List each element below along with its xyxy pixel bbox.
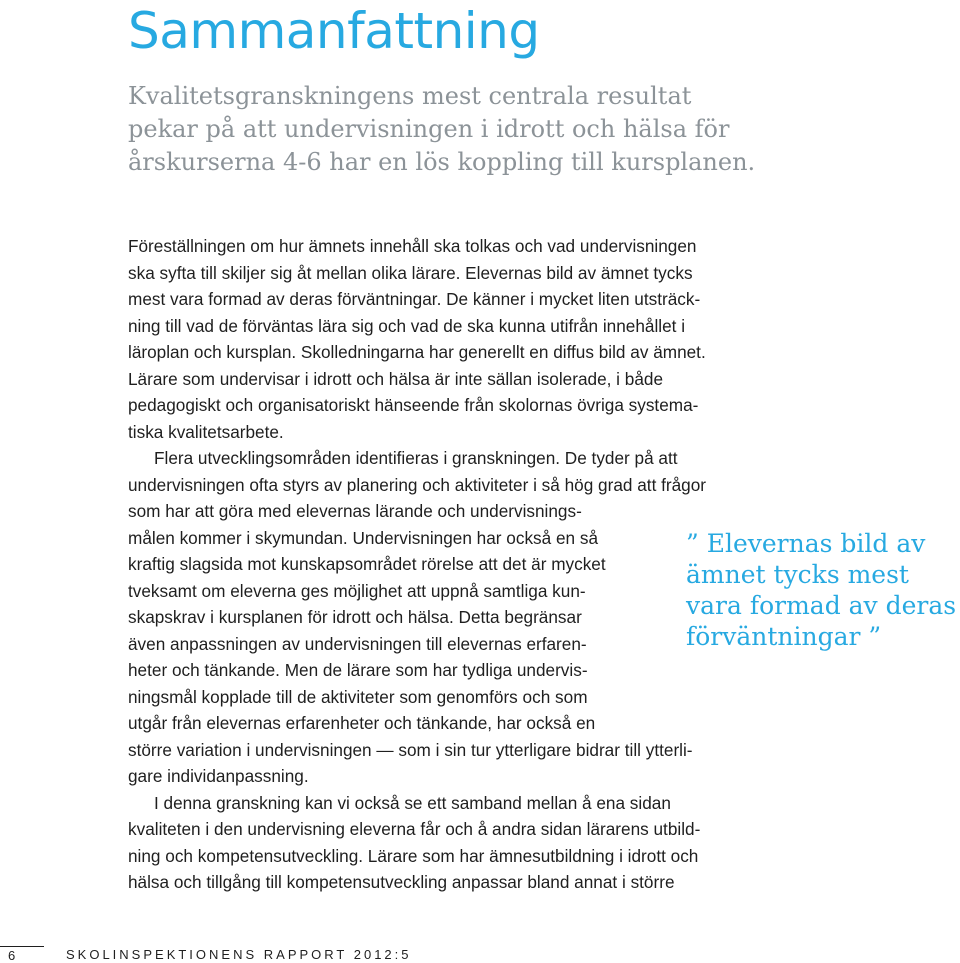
body-line: undervisningen ofta styrs av planering och aktiviteter i så hög grad att frågor	[128, 474, 707, 495]
body-line: läroplan och kursplan. Skolledningarna har generellt en diffus bild av ämnet.	[128, 342, 706, 362]
body-line: I denna granskning kan vi också se ett samband mellan å ena sidan	[154, 792, 671, 813]
lead-line: Kvalitetsgranskningens mest centrala resultat	[128, 82, 692, 110]
body-line: även anpassningen av undervisningen till elevernas erfaren-	[128, 633, 587, 654]
body-line: ning till vad de förväntas lära sig och vad de ska kunna utifrån innehållet i	[128, 315, 686, 336]
footer-divider	[0, 946, 44, 947]
pull-quote-line: ämnet tycks mest	[686, 560, 909, 589]
body-line: kraftig slagsida mot kunskapsområdet rörelse att det är mycket	[128, 554, 606, 574]
body-line: hälsa och tillgång till kompetensutveckling anpassar bland annat i större	[128, 872, 675, 892]
pull-quote-line: förväntningar ”	[686, 622, 882, 651]
body-line: kvaliteten i den undervisning eleverna får och å andra sidan lärarens utbild-	[128, 819, 701, 839]
body-line: gare individanpassning.	[128, 766, 309, 786]
pull-quote-line: vara formad av deras	[686, 591, 957, 620]
body-line: utgår från elevernas erfarenheter och tänkande, har också en	[128, 713, 596, 733]
body-line: ningsmål kopplade till de aktiviteter som genomförs och som	[128, 686, 588, 707]
body-line: som har att göra med elevernas lärande och undervisnings-	[128, 501, 582, 521]
body-line: Lärare som undervisar i idrott och hälsa är inte sällan isolerade, i både	[128, 368, 664, 389]
body-line: tveksamt om eleverna ges möjlighet att uppnå samtliga kun-	[128, 580, 586, 601]
page-title: Sammanfattning	[128, 2, 540, 60]
page-footer	[0, 936, 960, 963]
body-line: tiska kvalitetsarbete.	[128, 421, 284, 442]
body-line: Föreställningen om hur ämnets innehåll ska tolkas och vad undervisningen	[128, 236, 697, 256]
pull-quote-line: ” Elevernas bild av	[686, 529, 926, 558]
body-line: ning och kompetensutveckling. Lärare som har ämnesutbildning i idrott och	[128, 845, 699, 866]
body-line: ska syfta till skiljer sig åt mellan olika lärare. Elevernas bild av ämnet tycks	[128, 262, 693, 283]
body-line: större variation i undervisningen — som i sin tur ytterligare bidrar till ytterli-	[128, 739, 693, 760]
lead-line: pekar på att undervisningen i idrott och hälsa för	[128, 115, 730, 143]
lead-paragraph	[128, 80, 756, 179]
running-footer-title: SKOLINSPEKTIONENS RAPPORT 2012:5	[66, 947, 412, 962]
page-number: 6	[8, 948, 16, 963]
body-line: målen kommer i skymundan. Undervisningen har också en så	[128, 527, 599, 548]
body-line: skapskrav i kursplanen för idrott och hälsa. Detta begränsar	[128, 607, 582, 627]
lead-line: årskurserna 4-6 har en lös koppling till kursplanen.	[128, 148, 756, 176]
pull-quote	[686, 528, 960, 652]
body-line: mest vara formad av deras förväntningar. De känner i mycket liten utsträck-	[128, 289, 701, 309]
body-line: pedagogiskt och organisatoriskt hänseende från skolornas övriga systema-	[128, 395, 699, 415]
body-line: heter och tänkande. Men de lärare som har tydliga undervis-	[128, 660, 588, 680]
body-line: Flera utvecklingsområden identifieras i granskningen. De tyder på att	[154, 448, 678, 468]
